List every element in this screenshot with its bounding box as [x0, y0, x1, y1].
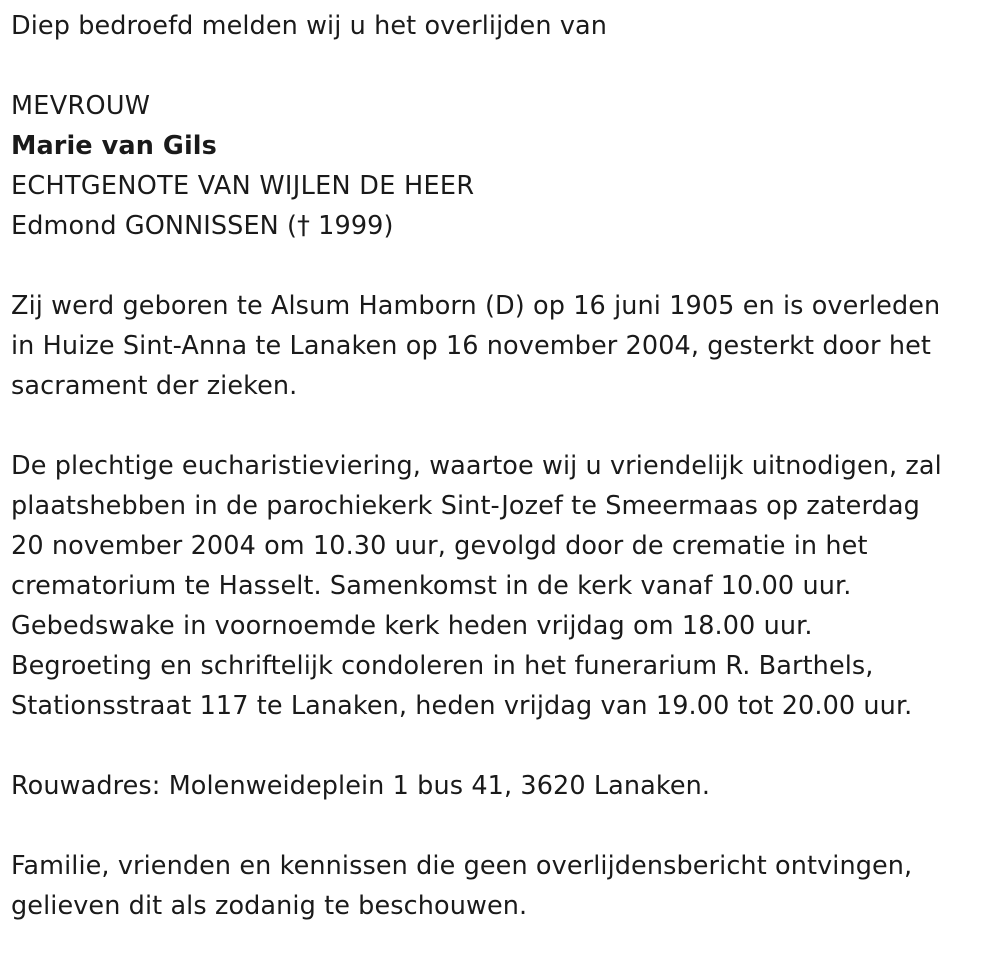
deceased-title: MEVROUW	[11, 91, 151, 121]
closing-line: Familie, vrienden en kennissen die geen overlijdensbericht ontvingen,	[11, 851, 913, 881]
deceased-name: Marie van Gils	[11, 131, 217, 161]
ceremony-line: Begroeting en schriftelijk condoleren in het funerarium R. Barthels,	[11, 651, 874, 681]
death-notice	[11, 6, 991, 926]
ceremony-line: crematorium te Hasselt. Samenkomst in de kerk vanaf 10.00 uur.	[11, 571, 852, 601]
spacer	[11, 726, 991, 766]
birth-death-line: sacrament der zieken.	[11, 371, 298, 401]
ceremony-line: Stationsstraat 117 te Lanaken, heden vrijdag van 19.00 tot 20.00 uur.	[11, 691, 913, 721]
spacer	[11, 246, 991, 286]
deceased-relation: ECHTGENOTE VAN WIJLEN DE HEER	[11, 171, 475, 201]
closing-line: gelieven dit als zodanig te beschouwen.	[11, 891, 528, 921]
ceremony-line: De plechtige eucharistieviering, waartoe wij u vriendelijk uitnodigen, zal	[11, 451, 942, 481]
spouse-name: Edmond GONNISSEN († 1999)	[11, 211, 394, 241]
spacer	[11, 806, 991, 846]
birth-death-line: in Huize Sint-Anna te Lanaken op 16 november 2004, gesterkt door het	[11, 331, 931, 361]
spacer	[11, 406, 991, 446]
ceremony-line: plaatshebben in de parochiekerk Sint-Jozef te Smeermaas op zaterdag	[11, 491, 920, 521]
ceremony-line: Gebedswake in voornoemde kerk heden vrijdag om 18.00 uur.	[11, 611, 813, 641]
spacer	[11, 46, 991, 86]
mourning-address: Rouwadres: Molenweideplein 1 bus 41, 3620 Lanaken.	[11, 771, 711, 801]
birth-death-line: Zij werd geboren te Alsum Hamborn (D) op 16 juni 1905 en is overleden	[11, 291, 941, 321]
ceremony-line: 20 november 2004 om 10.30 uur, gevolgd door de crematie in het	[11, 531, 868, 561]
intro-text: Diep bedroefd melden wij u het overlijden van	[11, 11, 607, 41]
